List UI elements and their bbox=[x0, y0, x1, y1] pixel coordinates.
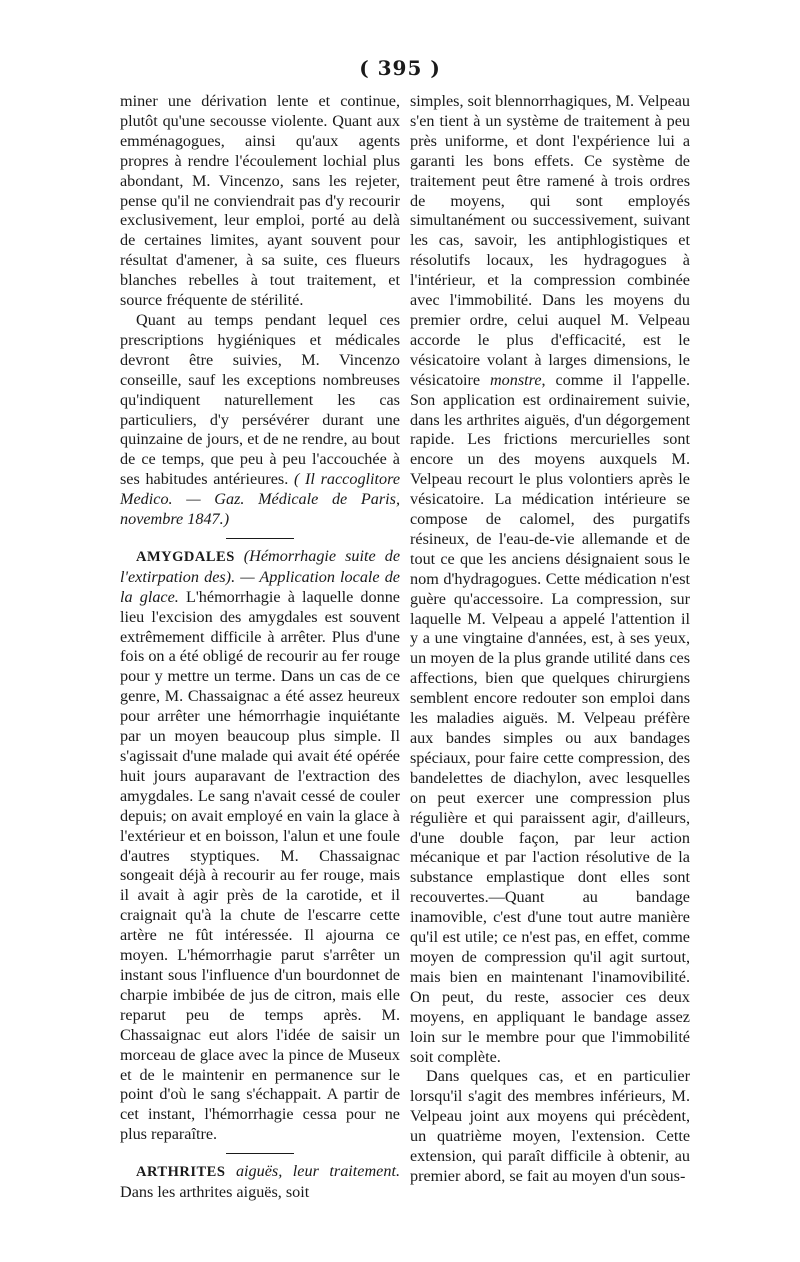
section-amygdales bbox=[120, 547, 400, 1145]
paragraph: Dans quelques cas, et en particulier lorsqu'il s'agit des membres inférieurs, M. Velpeau joint aux moyens qui précèdent, un quatrième moyen, l'extension. Cette extension, qui paraît difficile à obtenir, au premier abord, se fait au moyen d'un sous- bbox=[410, 1067, 690, 1185]
section-text: L'hémorrhagie à laquelle donne lieu l'excision des amygdales est souvent extrêmement difficile à arrêter. Plus d'une fois on a été obligé de recourir au fer rouge pour y mettre un terme. Dans un cas de ce genre, M. Chassaignac a été assez heureux pour arrêter une hémorrhagie inquiétante par un moyen beaucoup plus simple. Il s'agissait d'une malade qui avait été opérée huit jours auparavant de l'extraction des amygdales. Le sang n'avait cessé de couler depuis; on avait employé en vain la glace à l'extérieur et en boisson, l'alun et une foule d'autres styptiques. M. Chassaignac songeait déjà à recourir au fer rouge, mais il avait à agir près de la carotide, et il craignait qu'à la chute de l'escarre cette artère ne fût intéressée. Il ajourna ce moyen. L'hémorrhagie parut s'arrêter un instant sous l'influence d'un bourdonnet de charpie imbibée de jus de citron, mais elle reparut peu de temps après. M. Chassaignac eut alors l'idée de saisir un morceau de glace avec la pince de Museux et de le maintenir en permanence sur le point d'où le sang s'échappait. A partir de cet instant, l'hémorrhagie cessa pour ne plus reparaître. bbox=[120, 587, 401, 1144]
paragraph: miner une dérivation lente et continue, plutôt qu'une secousse violente. Quant aux emménagogues, ainsi qu'aux agents propres à rendre l'écoulement lochial plus abondant, M. Vincenzo, sans les rejeter, pense qu'il ne conviendrait pas d'y recourir exclusivement, leur emploi, porté au delà de certaines limites, ayant souvent pour résultat d'amener, à sa suite, ces flueurs blanches rebelles à tout traitement, et source fréquente de stérilité. bbox=[120, 92, 400, 310]
source-citation: ( Il raccoglitore Medico. — Gaz. Médicale de Paris, novembre 1847.) bbox=[120, 470, 401, 529]
section-heading: AMYGDALES bbox=[136, 548, 235, 565]
italic-word: monstre bbox=[489, 370, 542, 389]
right-column bbox=[410, 92, 690, 1187]
section-subheading: aiguës, leur traitement. bbox=[235, 1162, 401, 1181]
section-heading: ARTHRITES bbox=[136, 1164, 226, 1181]
section-divider bbox=[226, 1153, 294, 1154]
page-number: ( 395 ) bbox=[359, 56, 441, 80]
section-text: Dans les arthrites aiguës, soit bbox=[120, 1183, 310, 1202]
section-divider bbox=[226, 538, 294, 539]
paragraph-text: , comme il l'appelle. Son application est ordinairement suivie, dans les arthrites aiguës, d'un dégorgement rapide. Les frictions mercurielles sont encore un des moyens auxquels M. Velpeau recourt le plus volontiers après le vésicatoire. La médication intérieure se compose de calomel, des purgatifs résineux, de l'eau-de-vie allemande et de tout ce que les anciens désignaient sous le nom d'hydragogues. Cette médication n'est guère qu'accessoire. La compression, sur laquelle M. Velpeau a appelé l'attention il y a une vingtaine d'années, est, à ses yeux, un moyen de la plus grande utilité dans ces affections, bien que quelques chirurgiens semblent encore redouter son emploi dans les maladies aiguës. M. Velpeau préfère aux bandes simples ou aux bandages spéciaux, pour faire cette compression, des bandelettes de diachylon, avec lesquelles on peut exercer une compression plus régulière et qui paraissent agir, d'ailleurs, d'une double façon, par leur action mécanique et par l'action résolutive de la substance emplastique dont elles sont recouvertes.—Quant au bandage inamovible, c'est d'une tout autre manière qu'il est utile; ce n'est pas, en effet, comme moyen de compression qu'il agit surtout, mais bien en maintenant l'inamovibilité. On peut, du reste, associer ces deux moyens, en appliquant le bandage assez loin sur le membre pour que l'immobilité soit complète. bbox=[410, 370, 690, 1066]
left-column bbox=[120, 92, 400, 1203]
section-subheading: (Hémorrhagie suite de l'extirpation des). — Application locale de la glace. bbox=[120, 546, 401, 606]
paragraph-text: simples, soit blennorrhagiques, M. Velpeau s'en tient à un système de traitement à peu près uniforme, et dont l'expérience lui a garanti les bons effets. Ce système de traitement peut être ramené à trois ordres de moyens, qui sont employés simultanément ou successivement, suivant les cas, savoir, les antiphlogistiques et résolutifs locaux, les hydragogues à l'intérieur, et la compression combinée avec l'immobilité. Dans les moyens du premier ordre, celui auquel M. Velpeau accorde le plus d'efficacité, est le vésicatoire volant à larges dimensions, le vésicatoire bbox=[410, 92, 690, 389]
paragraph bbox=[120, 311, 400, 530]
section-arthrites bbox=[120, 1162, 400, 1203]
paragraph-text: Quant au temps pendant lequel ces prescriptions hygiéniques et médicales devront être suivies, M. Vincenzo conseille, sauf les exceptions nombreuses qu'indiquent naturellement les cas particuliers, d'y persévérer durant une quinzaine de jours, et de ne rendre, au bout de ce temps, que peu à peu l'accouchée à ses habitudes antérieures. bbox=[120, 310, 400, 489]
paragraph bbox=[410, 92, 690, 1067]
